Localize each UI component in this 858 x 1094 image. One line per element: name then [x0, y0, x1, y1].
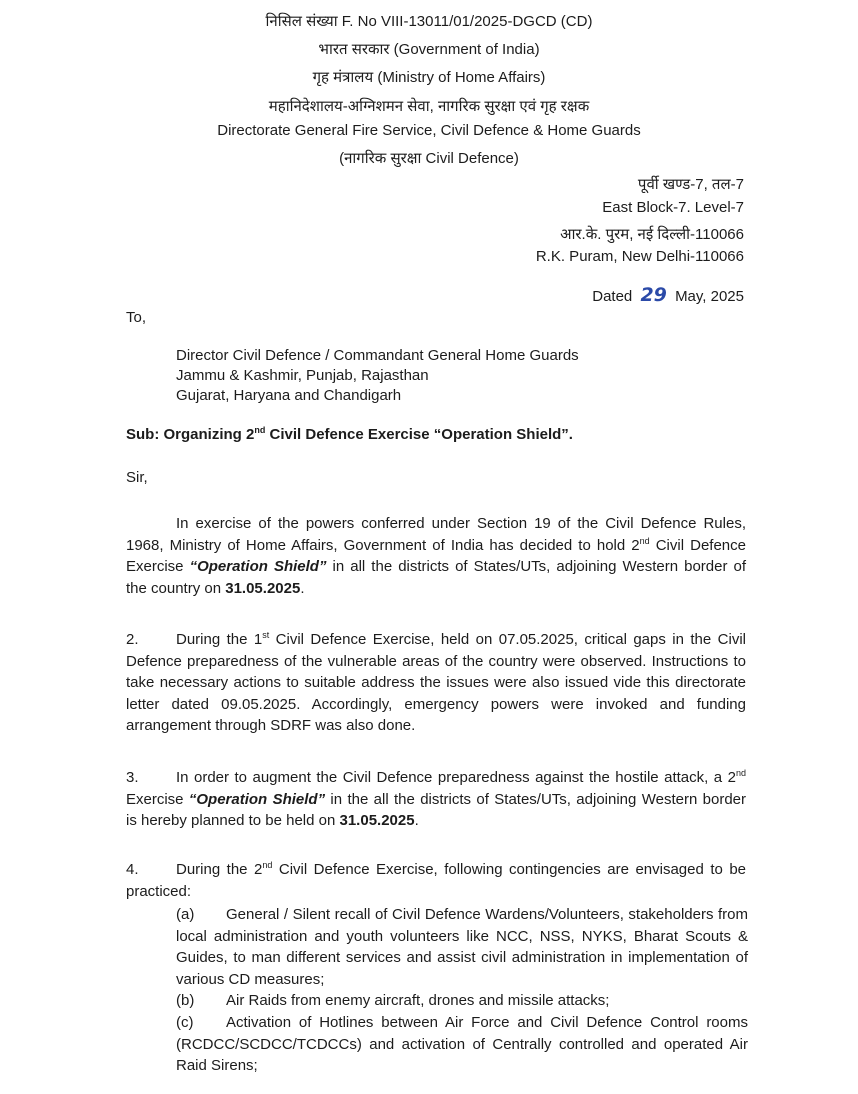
item-label: (b) [176, 992, 195, 1010]
para1-text-b: Civil Defence Exercise [126, 536, 746, 576]
date-day-handwritten: 29 [640, 284, 667, 306]
item-label: (a) [176, 906, 195, 923]
contingency-list [176, 904, 748, 1077]
para4-text-a: During the 2 [176, 861, 263, 878]
address-line-2: East Block-7. Level-7 [602, 199, 744, 216]
list-item [176, 904, 748, 990]
to-label: To, [126, 309, 147, 326]
subject-line [126, 426, 573, 443]
para2-number: 2. [126, 631, 139, 648]
item-text: Air Raids from enemy aircraft, drones and missile attacks; [226, 992, 610, 1010]
para1-text-d: . [300, 579, 305, 597]
date-line [592, 284, 744, 306]
address-line-4: R.K. Puram, New Delhi-110066 [535, 248, 744, 265]
ministry-line: गृह मंत्रालय (Ministry of Home Affairs) [312, 69, 546, 86]
subject-sup: nd [254, 425, 266, 435]
para2-text-a: During the 1 [176, 631, 263, 648]
para2-sup: st [262, 630, 270, 640]
date-month-year: May, 2025 [675, 288, 744, 305]
para4-number: 4. [126, 861, 139, 878]
directorate-english: Directorate General Fire Service, Civil Defence & Home Guards [217, 122, 641, 139]
address-line-1: पूर्वी खण्ड-7, तल-7 [637, 176, 744, 193]
list-item [176, 990, 748, 1012]
para3-sup: nd [735, 768, 746, 778]
para1-operation-name: “Operation Shield” [189, 558, 327, 576]
para1-sup: nd [639, 535, 650, 546]
para3-text-d: . [414, 812, 419, 830]
para1-text-c: in all the districts of States/UTs, adjoining Western border of the country on [126, 558, 747, 597]
para3-operation-name: “Operation Shield” [188, 790, 326, 808]
para1-text-a: In exercise of the powers conferred under Section 19 of the Civil Defence Rules, 1968, Ministry of Home Affairs, Government of India has decided to hold 2 [126, 515, 746, 554]
directorate-hindi: महानिदेशालय-अग्निशमन सेवा, नागरिक सुरक्षा एवं गृह रक्षक [268, 98, 590, 115]
para4-text-b: Civil Defence Exercise, following contingencies are envisaged to be practiced: [126, 861, 746, 900]
recipient-line-1: Director Civil Defence / Commandant General Home Guards [176, 347, 579, 364]
file-number: निसिल संख्या F. No VIII-13011/01/2025-DGCD (CD) [265, 13, 593, 30]
civil-defence-line: (नागरिक सुरक्षा Civil Defence) [339, 150, 519, 167]
item-text: General / Silent recall of Civil Defence Wardens/Volunteers, stakeholders from local administration and youth volunteers like NCC, NSS, NYKS, Bharat Scouts & Guides, to man different services and assist civil administration in implementation of various CD measures; [176, 906, 748, 988]
item-label: (c) [176, 1013, 194, 1031]
para3-number: 3. [126, 769, 139, 786]
date-prefix: Dated [592, 288, 633, 305]
paragraph-1 [126, 513, 746, 599]
paragraph-2 [126, 629, 746, 737]
paragraph-3 [126, 767, 746, 832]
para2-text-b: Civil Defence Exercise, held on 07.05.2025, critical gaps in the Civil Defence preparedness of the vulnerable areas of the country were observed. Instructions to take necessary actions to suitable address the issues were also issued vide this directorate letter dated 09.05.2025. Accordingly, emergency powers were invoked and funding arrangement through SDRF was also done. [126, 631, 746, 735]
para1-date: 31.05.2025 [225, 579, 301, 597]
government-line: भारत सरकार (Government of India) [318, 41, 540, 58]
recipient-line-2: Jammu & Kashmir, Punjab, Rajasthan [176, 367, 429, 384]
paragraph-4 [126, 859, 746, 902]
para3-text-b: Exercise [126, 790, 189, 808]
para4-sup: nd [262, 860, 273, 870]
subject-prefix: Sub: Organizing 2 [126, 426, 255, 443]
para3-text-c: in the all the districts of States/UTs, adjoining Western border is hereby planned to be held on [126, 790, 747, 830]
para3-text-a: In order to augment the Civil Defence preparedness against the hostile attack, a 2 [176, 769, 736, 786]
salutation: Sir, [126, 469, 148, 486]
recipient-line-3: Gujarat, Haryana and Chandigarh [176, 387, 402, 404]
list-item [176, 1012, 748, 1077]
para3-date: 31.05.2025 [339, 812, 415, 830]
item-text: Activation of Hotlines between Air Force and Civil Defence Control rooms (RCDCC/SCDCC/TCDCCs) and activation of Centrally controlled and operated Air Raid Sirens; [176, 1013, 748, 1075]
address-line-3: आर.के. पुरम, नई दिल्ली-110066 [560, 226, 744, 243]
subject-rest: Civil Defence Exercise “Operation Shield”. [265, 426, 573, 443]
